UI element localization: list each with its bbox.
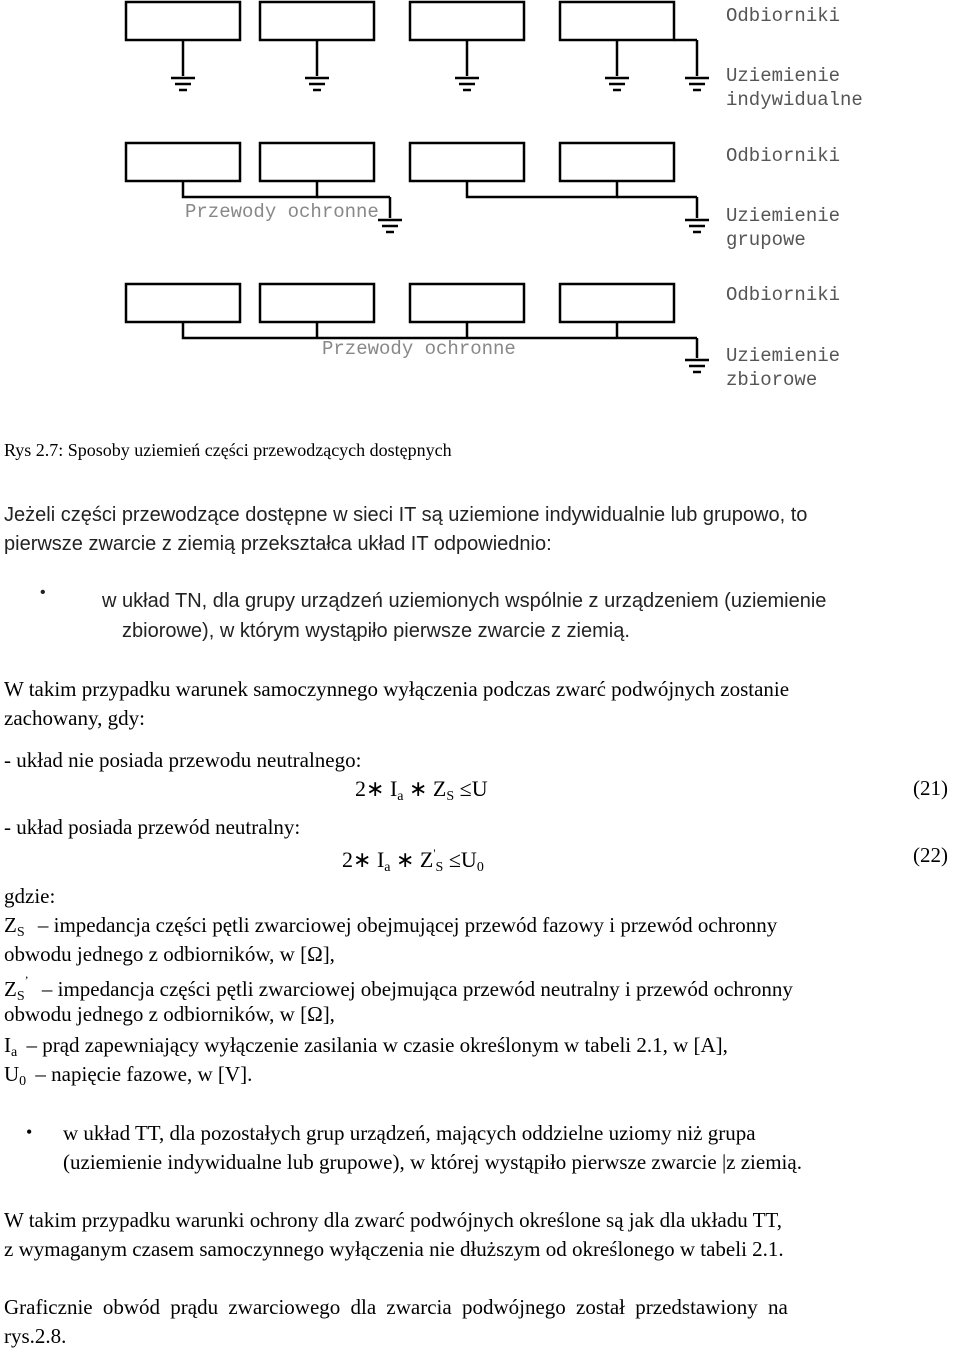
paragraph-text: Jeżeli części przewodzące dostępne w sieci IT są uziemione indywidualnie lub grupowo, to	[4, 504, 808, 526]
ground-symbol	[605, 78, 629, 90]
bullet-tt-line1: w układ TT, dla pozostałych grup urządzeń, mających oddzielne uziomy niż grupa	[63, 1121, 756, 1145]
equation-number: (22)	[913, 843, 948, 867]
equation-number: (21)	[913, 776, 948, 800]
receiver-box	[260, 143, 374, 181]
protective-conductors-label: Przewody ochronne	[185, 201, 379, 223]
definition-zs-prime: $Z_S^’$ – impedancja części pętli zwarciowej obejmująca przewód neutralny i przewód ochronny	[4, 973, 793, 1004]
receiver-box	[260, 2, 374, 40]
case-no-neutral: - układ nie posiada przewodu neutralnego:	[4, 748, 362, 772]
paragraph-condition-line1: W takim przypadku warunek samoczynnego wyłączenia podczas zwarć podwójnych zostanie	[4, 677, 790, 701]
receiver-box	[126, 143, 240, 181]
ground-symbol	[378, 220, 402, 232]
protective-conductors-label: Przewody ochronne	[322, 338, 516, 360]
case-with-neutral: - układ posiada przewód neutralny:	[4, 815, 301, 839]
definition-zs: $Z_S$ – impedancja części pętli zwarciowej obejmującej przewód fazowy i przewód ochronny	[4, 913, 778, 940]
receiver-box	[560, 143, 674, 181]
receivers-label: Odbiorniki	[726, 284, 841, 306]
grounding-methods-diagram	[0, 0, 960, 420]
receiver-box	[410, 143, 524, 181]
grounding-label: zbiorowe	[726, 369, 818, 391]
bullet-tn-line1: w układ TN, dla grupy urządzeń uziemionych wspólnie z urządzeniem (uziemienie	[102, 590, 827, 612]
grounding-label: Uziemienie	[726, 205, 841, 227]
receivers-label: Odbiorniki	[726, 145, 841, 167]
receivers-label: Odbiorniki	[726, 5, 841, 27]
receiver-box	[126, 2, 240, 40]
paragraph-tt-conditions-line1: W takim przypadku warunki ochrony dla zwarć podwójnych określone są jak dla układu TT,	[4, 1208, 782, 1232]
paragraph-figure-ref-line2: rys.2.8.	[4, 1324, 67, 1348]
equation-21: 2∗ $I_a$ ∗ $Z_S \le U$	[355, 776, 488, 804]
ground-symbol	[685, 220, 709, 232]
bullet-tt-line2: (uziemienie indywidualne lub grupowe), w której wystąpiło pierwsze zwarcie |z ziemią.	[63, 1150, 802, 1174]
where-label: gdzie:	[4, 884, 56, 908]
paragraph-figure-ref-line1: Graficznie obwód prądu zwarciowego dla zwarcia podwójnego został przedstawiony na	[4, 1295, 788, 1319]
paragraph-condition-line2: zachowany, gdy:	[4, 706, 145, 730]
paragraph-tt-conditions-line2: z wymaganym czasem samoczynnego wyłączenia nie dłuższym od określonego w tabeli 2.1.	[4, 1237, 784, 1261]
receiver-box	[410, 284, 524, 322]
definition-zs-prime-line2: obwodu jednego z odbiorników, w [Ω],	[4, 1002, 335, 1026]
figure-caption: Rys 2.7: Sposoby uziemień części przewodzących dostępnych	[4, 440, 452, 460]
grounding-label: grupowe	[726, 229, 806, 251]
bullet-marker: •	[40, 584, 46, 601]
definition-ia: $I_a$ – prąd zapewniający wyłączenie zasilania w czasie określonym w tabeli 2.1, w [A],	[4, 1033, 728, 1060]
bullet-tn-line2: zbiorowe), w którym wystąpiło pierwsze zwarcie z ziemią.	[122, 620, 630, 642]
grounding-label: indywidualne	[726, 89, 863, 111]
ground-symbol	[171, 78, 195, 90]
receiver-box	[560, 2, 674, 40]
bullet-marker: •	[26, 1122, 33, 1142]
receiver-box	[410, 2, 524, 40]
ground-symbol	[685, 360, 709, 372]
row-individual-grounding	[126, 2, 697, 76]
receiver-box	[126, 284, 240, 322]
receiver-box	[260, 284, 374, 322]
ground-symbol	[305, 78, 329, 90]
receiver-box	[560, 284, 674, 322]
ground-symbol	[455, 78, 479, 90]
definition-u0: $U_0$ – napięcie fazowe, w [V].	[4, 1062, 253, 1089]
grounding-label: Uziemienie	[726, 65, 841, 87]
paragraph-intro-line1	[4, 504, 958, 527]
definition-zs-line2: obwodu jednego z odbiorników, w [Ω],	[4, 942, 335, 966]
grounding-label: Uziemienie	[726, 345, 841, 367]
equation-22: 2∗ $I_a$ ∗ $Z'_S \le U_0$	[342, 846, 484, 875]
paragraph-intro-line2: pierwsze zwarcie z ziemią przekształca układ IT odpowiednio:	[4, 533, 552, 555]
ground-symbol	[685, 78, 709, 90]
